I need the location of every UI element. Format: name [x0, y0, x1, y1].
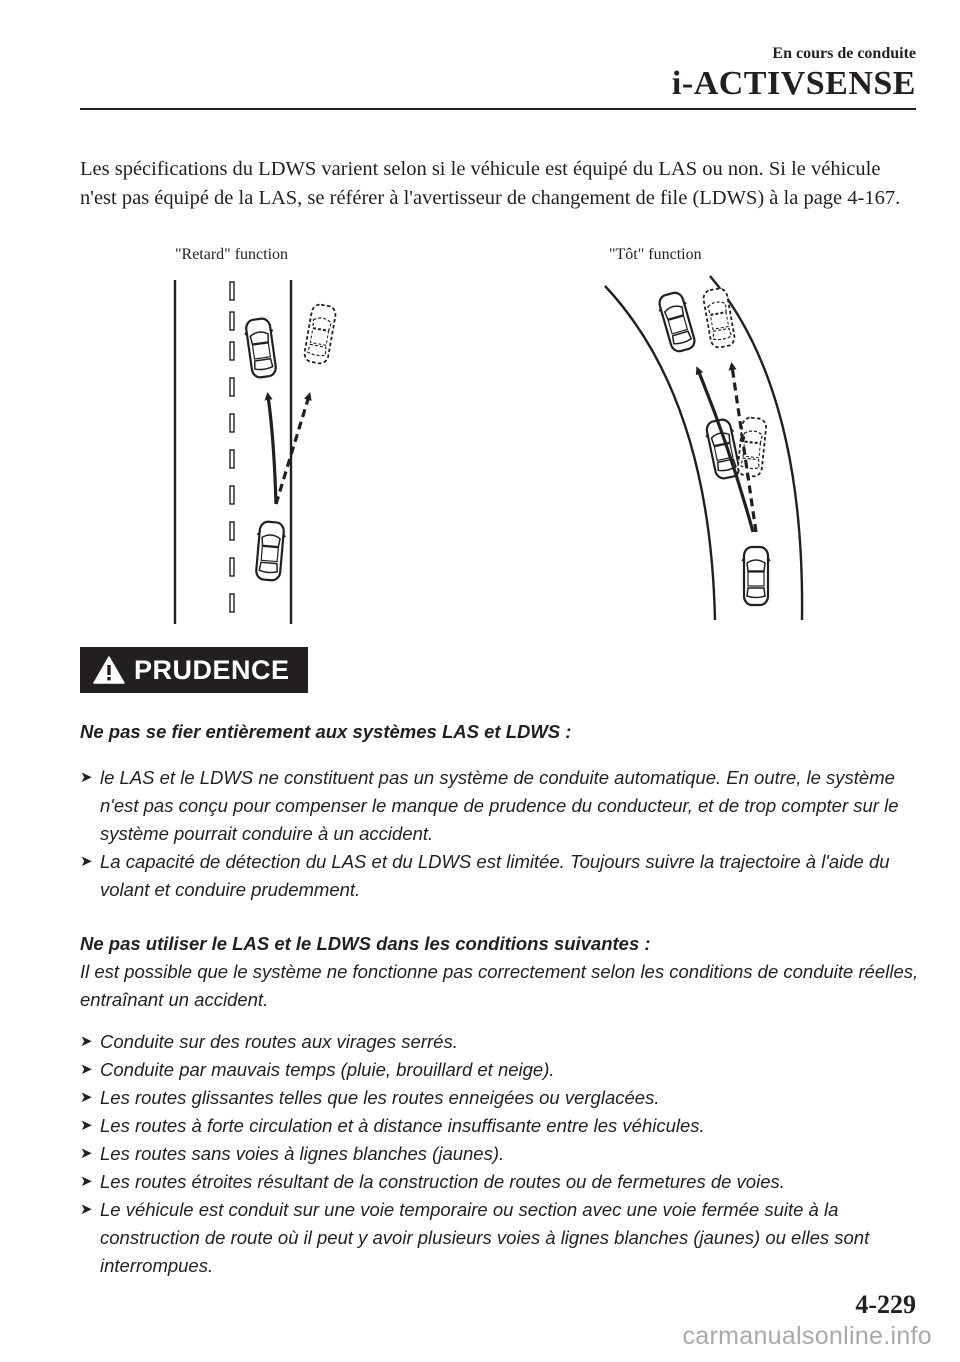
list-item: ➤ Les routes à forte circulation et à distance insuffisante entre les véhicules.: [80, 1112, 920, 1140]
actual-path-arrow: [268, 396, 276, 504]
lane-departure-diagram: [150, 268, 810, 628]
list-item: ➤ Conduite par mauvais temps (pluie, brouillard et neige).: [80, 1056, 920, 1084]
caution-paragraph: Il est possible que le système ne fonctionne pas correctement selon les conditions de conduite réelles, entraînant un accident.: [80, 961, 919, 1010]
caution-body: [80, 718, 920, 1280]
tot-function-label: "Tôt" function: [609, 246, 702, 263]
car-start: [254, 521, 287, 581]
caution-banner: [80, 647, 308, 693]
car-tot-mid: [703, 418, 742, 481]
bullet-arrow-icon: ➤: [80, 1033, 93, 1050]
lane-dashes: [230, 282, 234, 612]
bullet-arrow-icon: ➤: [80, 1089, 93, 1106]
section-title: En cours de conduite: [772, 45, 916, 62]
car-tot-ghost: [702, 287, 736, 348]
bullet-arrow-icon: ➤: [80, 1145, 93, 1162]
retard-scene: [175, 280, 337, 624]
caution-heading-1: Ne pas se fier entièrement aux systèmes LAS et LDWS :: [80, 721, 572, 742]
list-item: ➤ Les routes étroites résultant de la construction de routes ou de fermetures de voies.: [80, 1168, 920, 1196]
tot-scene: [605, 276, 802, 620]
bullet-arrow-icon: ➤: [80, 1061, 93, 1078]
car-tot-start: [742, 547, 770, 605]
caution-list-1: [80, 764, 920, 904]
header-rule: [80, 108, 916, 110]
bullet-arrow-icon: ➤: [80, 1201, 93, 1218]
bullet-arrow-icon: ➤: [80, 1117, 93, 1134]
warning-triangle-icon: [92, 655, 126, 685]
list-item: ➤ Les routes sans voies à lignes blanches (jaunes).: [80, 1140, 920, 1168]
intro-paragraph: Les spécifications du LDWS varient selon si le véhicule est équipé du LAS ou non. Si le véhicule n'est pas équipé de la LAS, se référer à l'avertisseur de changement de file (LDWS) à la page 4-167.: [80, 158, 901, 209]
list-item: ➤ Conduite sur des routes aux virages serrés.: [80, 1028, 920, 1056]
list-item: ➤ Le véhicule est conduit sur une voie temporaire ou section avec une voie fermée suite à la construction de route où il peut y avoir plusieurs voies à lignes blanches (jaunes) ou elles sont interrompues.: [80, 1196, 920, 1280]
car-ghost-path: [303, 303, 337, 364]
running-header: [672, 44, 916, 104]
bullet-arrow-icon: ➤: [80, 1173, 93, 1190]
page-number: 4-229: [855, 1290, 916, 1319]
car-departing: [243, 317, 279, 378]
chapter-title: i-ACTIVSENSE: [671, 65, 916, 102]
bullet-arrow-icon: ➤: [80, 769, 93, 786]
site-watermark: carmanualsonline.info: [682, 1322, 932, 1350]
caution-title: PRUDENCE: [134, 654, 290, 685]
car-tot-departing: [656, 290, 699, 353]
list-item: ➤ le LAS et le LDWS ne constituent pas un système de conduite automatique. En outre, le système n'est pas conçu pour compenser le manque de prudence du conducteur, et de trop compter sur le système pourrait conduire à un accident.: [80, 764, 920, 848]
caution-heading-2: Ne pas utiliser le LAS et le LDWS dans les conditions suivantes :: [80, 933, 651, 954]
bullet-arrow-icon: ➤: [80, 853, 93, 870]
retard-function-label: "Retard" function: [175, 246, 289, 263]
caution-list-2: [80, 1028, 920, 1280]
list-item: ➤ La capacité de détection du LAS et du LDWS est limitée. Toujours suivre la trajectoire à l'aide du volant et conduire prudemment.: [80, 848, 920, 904]
list-item: ➤ Les routes glissantes telles que les routes enneigées ou verglacées.: [80, 1084, 920, 1112]
warning-path-arrow: [276, 396, 309, 504]
